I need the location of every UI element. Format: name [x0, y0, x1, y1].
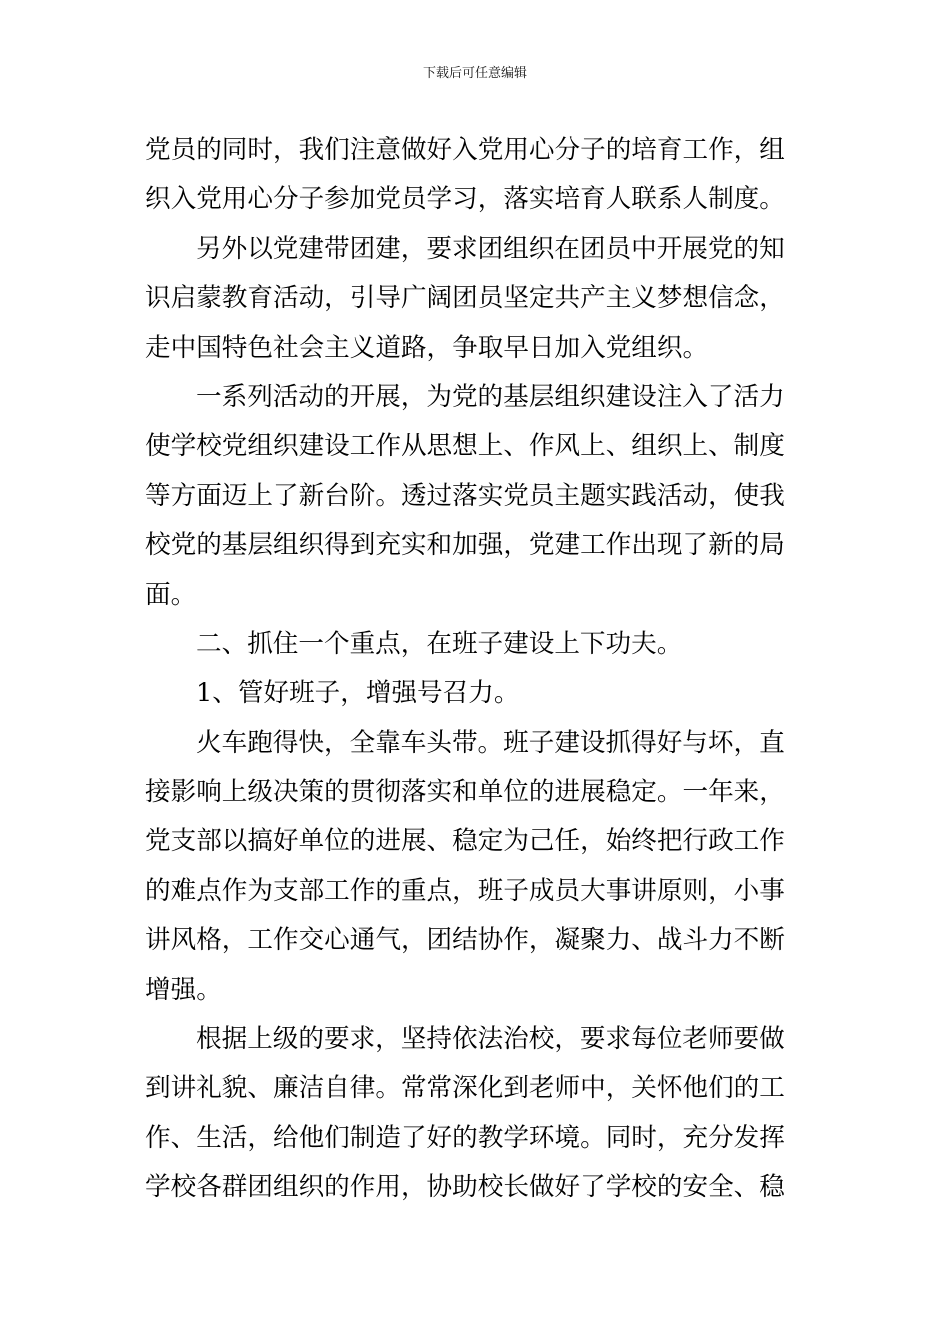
text-line: 到讲礼貌、廉洁自律。常常深化到老师中，关怀他们的工: [145, 1073, 785, 1104]
text-line: 织入党用心分子参加党员学习，落实培育人联系人制度。: [145, 184, 785, 215]
text-line: 接影响上级决策的贯彻落实和单位的进展稳定。一年来，: [145, 777, 785, 808]
text-line: 学校各群团组织的作用，协助校长做好了学校的安全、稳: [145, 1172, 785, 1203]
subsection-heading: 1、管好班子，增强号召力。: [196, 678, 520, 709]
text-line: 的难点作为支部工作的重点，班子成员大事讲原则，小事: [145, 875, 785, 906]
text-line: 校党的基层组织得到充实和加强，党建工作出现了新的局: [145, 530, 785, 561]
text-line: 面。: [145, 579, 197, 610]
document-body: [145, 126, 807, 1213]
text-line: 讲风格，工作交心通气，团结协作，凝聚力、战斗力不断: [145, 925, 785, 956]
page-header: 下载后可任意编辑: [422, 66, 527, 81]
paragraph-start-line: 火车跑得快，全靠车头带。班子建设抓得好与坏，直: [196, 727, 785, 758]
text-line: 党员的同时，我们注意做好入党用心分子的培育工作，组: [145, 135, 785, 165]
text-line: 增强。: [145, 974, 222, 1005]
text-line: 使学校党组织建设工作从思想上、作风上、组织上、制度: [145, 431, 785, 462]
paragraph-start-line: 另外以党建带团建，要求团组织在团员中开展党的知: [196, 233, 785, 264]
text-line: 作、生活，给他们制造了好的教学环境。同时，充分发挥: [145, 1122, 785, 1153]
text-line: 识启蒙教育活动，引导广阔团员坚定共产主义梦想信念，: [145, 283, 785, 314]
text-line: 走中国特色社会主义道路，争取早日加入党组织。: [145, 332, 709, 363]
text-line: 等方面迈上了新台阶。透过落实党员主题实践活动，使我: [145, 480, 785, 511]
paragraph-start-line: 一系列活动的开展，为党的基层组织建设注入了活力: [196, 381, 785, 412]
text-line: 党支部以搞好单位的进展、稳定为己任，始终把行政工作: [145, 826, 785, 857]
section-heading: 二、抓住一个重点，在班子建设上下功夫。: [196, 628, 683, 659]
paragraph-start-line: 根据上级的要求，坚持依法治校，要求每位老师要做: [196, 1024, 785, 1055]
